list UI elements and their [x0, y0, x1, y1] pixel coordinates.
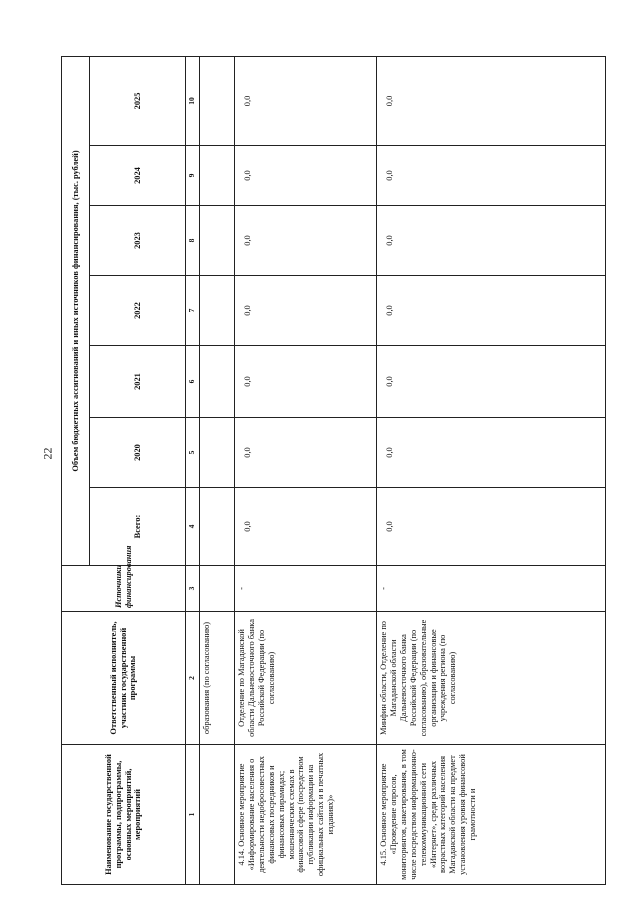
header-year-2024: 2024: [90, 146, 186, 206]
col-number: 8: [186, 206, 200, 276]
col-number: 3: [186, 566, 200, 612]
rotated-table-container: [61, 57, 606, 885]
row-source: -: [235, 566, 377, 612]
row-executor: Отделение по Магаданской области Дальневосточного банка Российской Федерации (по согласованию): [235, 612, 377, 745]
row-name: 4.15. Основное мероприятие «Проведение опросов, мониторингов, анкетирования, в том числе посредством информационно-телекоммуникационной сети «Интернет», среди различных возрастных категорий населения Магаданской области на предмет установления уровня финансовой грамотности и: [377, 745, 606, 885]
row-value: 0,0: [377, 206, 606, 276]
table-row: [200, 56, 235, 884]
header-source: Источники финансирования: [62, 566, 186, 612]
col-number: 2: [186, 612, 200, 745]
row-value: [200, 346, 235, 418]
row-total: 0,0: [377, 488, 606, 566]
header-financing-group: Объем бюджетных ассигнований и иных источников финансирования, (тыс. рублей): [62, 56, 90, 565]
row-value: 0,0: [235, 206, 377, 276]
header-executor: Ответственный исполнитель, участник государственной программы: [62, 612, 186, 745]
row-value: 0,0: [377, 276, 606, 346]
row-source: [200, 566, 235, 612]
financing-table: [61, 56, 606, 885]
header-name: Наименование государственной программы, подпрограммы, основных мероприятий, мероприятий: [62, 745, 186, 885]
row-name: 4.14. Основное мероприятие «Информирование населения о деятельности недобросовестных финансовых посредников и финансовых пирамидах; мошеннических схемах в финансовой сфере (посредством публикации информации на официальных сайтах и в печатных изданиях)»: [235, 745, 377, 885]
col-number: 6: [186, 346, 200, 418]
header-year-2020: 2020: [90, 418, 186, 488]
row-name: [200, 745, 235, 885]
row-executor: Минфин области, Отделение по Магаданской области Дальневосточного банка Российской Федерации (по согласованию), образовательные организации и финансовые учреждения региона (по согласованию): [377, 612, 606, 745]
row-value: [200, 276, 235, 346]
header-year-2025: 2025: [90, 56, 186, 145]
header-year-2022: 2022: [90, 276, 186, 346]
header-year-2023: 2023: [90, 206, 186, 276]
row-value: 0,0: [235, 146, 377, 206]
col-number: 9: [186, 146, 200, 206]
row-total: 0,0: [235, 488, 377, 566]
row-value: 0,0: [377, 146, 606, 206]
col-number: 10: [186, 56, 200, 145]
row-total: [200, 488, 235, 566]
col-number: 5: [186, 418, 200, 488]
table-row: [377, 56, 606, 884]
header-year-2021: 2021: [90, 346, 186, 418]
row-value: [200, 146, 235, 206]
row-value: [200, 56, 235, 145]
col-number: 1: [186, 745, 200, 885]
row-value: [200, 206, 235, 276]
col-number: 7: [186, 276, 200, 346]
row-value: 0,0: [377, 56, 606, 145]
row-source: -: [377, 566, 606, 612]
row-value: 0,0: [235, 276, 377, 346]
row-executor: образования (по согласованию): [200, 612, 235, 745]
col-number: 4: [186, 488, 200, 566]
row-value: 0,0: [377, 418, 606, 488]
row-value: 0,0: [235, 56, 377, 145]
row-value: 0,0: [235, 418, 377, 488]
column-number-row: [186, 56, 200, 884]
page-number: 22: [40, 447, 55, 460]
row-value: 0,0: [235, 346, 377, 418]
row-value: [200, 418, 235, 488]
table-row: [235, 56, 377, 884]
row-value: 0,0: [377, 346, 606, 418]
header-total: Всего:: [90, 488, 186, 566]
